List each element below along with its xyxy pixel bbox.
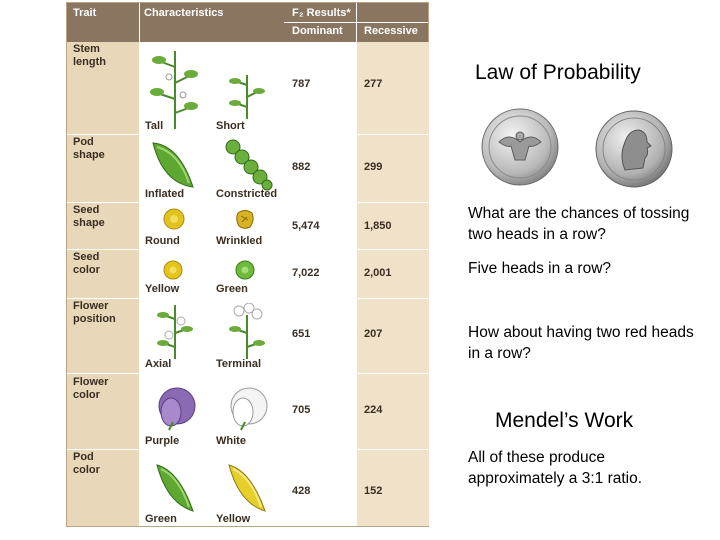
trait-label: Stem length	[73, 43, 106, 68]
inflated-pod-icon	[149, 139, 197, 191]
recessive-count: 277	[364, 78, 383, 90]
recessive-characteristic-label: Yellow	[216, 513, 251, 525]
row-divider	[67, 202, 428, 203]
quarter-washington-icon	[595, 110, 673, 188]
dominant-count: 651	[292, 328, 311, 340]
trait-label: Flower color	[73, 376, 109, 401]
recessive-characteristic-label: Constricted	[216, 188, 278, 200]
trait-label: Pod shape	[73, 136, 105, 161]
dominant-characteristic-label: Axial	[145, 358, 172, 370]
green-pod-icon	[153, 461, 197, 515]
trait-label: Seed shape	[73, 204, 105, 229]
round-seed-icon	[163, 208, 185, 230]
recessive-count: 224	[364, 404, 383, 416]
section-subtitle: Mendel’s Work	[495, 409, 634, 432]
row-divider	[67, 134, 428, 135]
dominant-count: 705	[292, 404, 311, 416]
recessive-column-bg	[356, 42, 429, 526]
dominant-count: 7,022	[292, 267, 320, 279]
col-divider-2	[356, 3, 357, 526]
tall-plant-icon	[147, 47, 203, 129]
terminal-flower-icon	[227, 303, 267, 359]
row-divider	[67, 449, 428, 450]
trait-label: Flower position	[73, 300, 116, 325]
dominant-count: 5,474	[292, 220, 320, 232]
axial-flower-icon	[155, 303, 195, 359]
recessive-characteristic-label: Short	[216, 120, 245, 132]
trait-label: Seed color	[73, 251, 100, 276]
dominant-characteristic-label: Tall	[145, 120, 164, 132]
recessive-count: 299	[364, 161, 383, 173]
header-characteristics: Characteristics	[144, 7, 224, 19]
dominant-characteristic-label: Round	[145, 235, 180, 247]
question-red-heads: How about having two red heads in a row?	[468, 324, 694, 362]
header-trait: Trait	[73, 7, 97, 19]
dominant-count: 787	[292, 78, 311, 90]
white-flower-icon	[227, 386, 269, 432]
header-dominant: Dominant	[292, 25, 343, 37]
recessive-characteristic-label: Wrinkled	[216, 235, 263, 247]
row-divider	[67, 373, 428, 374]
dominant-count: 882	[292, 161, 311, 173]
recessive-characteristic-label: White	[216, 435, 246, 447]
dominant-characteristic-label: Purple	[145, 435, 180, 447]
dominant-column-bg	[284, 42, 356, 526]
yellow-pod-icon	[225, 461, 269, 515]
dominant-characteristic-label: Yellow	[145, 283, 180, 295]
yellow-seed-icon	[163, 260, 183, 280]
wrinkled-seed-icon	[235, 208, 255, 230]
recessive-count: 1,850	[364, 220, 392, 232]
question-five-heads: Five heads in a row?	[468, 260, 612, 277]
header-f2-results: F₂ Results*	[292, 7, 351, 19]
recessive-characteristic-label: Green	[216, 283, 248, 295]
col-divider-1	[139, 3, 140, 526]
short-plant-icon	[227, 71, 267, 119]
dominant-characteristic-label: Inflated	[145, 188, 185, 200]
recessive-count: 207	[364, 328, 383, 340]
green-seed-icon	[235, 260, 255, 280]
header-recessive: Recessive	[364, 25, 418, 37]
quarter-eagle-icon	[481, 108, 559, 186]
recessive-characteristic-label: Terminal	[216, 358, 262, 370]
recessive-count: 152	[364, 485, 383, 497]
trait-label: Pod color	[73, 451, 100, 476]
dominant-count: 428	[292, 485, 311, 497]
row-divider	[67, 298, 428, 299]
constricted-pod-icon	[223, 139, 273, 191]
pea-traits-table	[66, 2, 429, 527]
purple-flower-icon	[155, 386, 197, 432]
dominant-characteristic-label: Green	[145, 513, 177, 525]
row-divider	[67, 249, 428, 250]
question-two-heads: What are the chances of tossing two heads in a row?	[468, 205, 690, 243]
summary-text: All of these produce approximately a 3:1 ratio.	[468, 449, 643, 487]
page-title: Law of Probability	[475, 61, 641, 84]
recessive-count: 2,001	[364, 267, 392, 279]
